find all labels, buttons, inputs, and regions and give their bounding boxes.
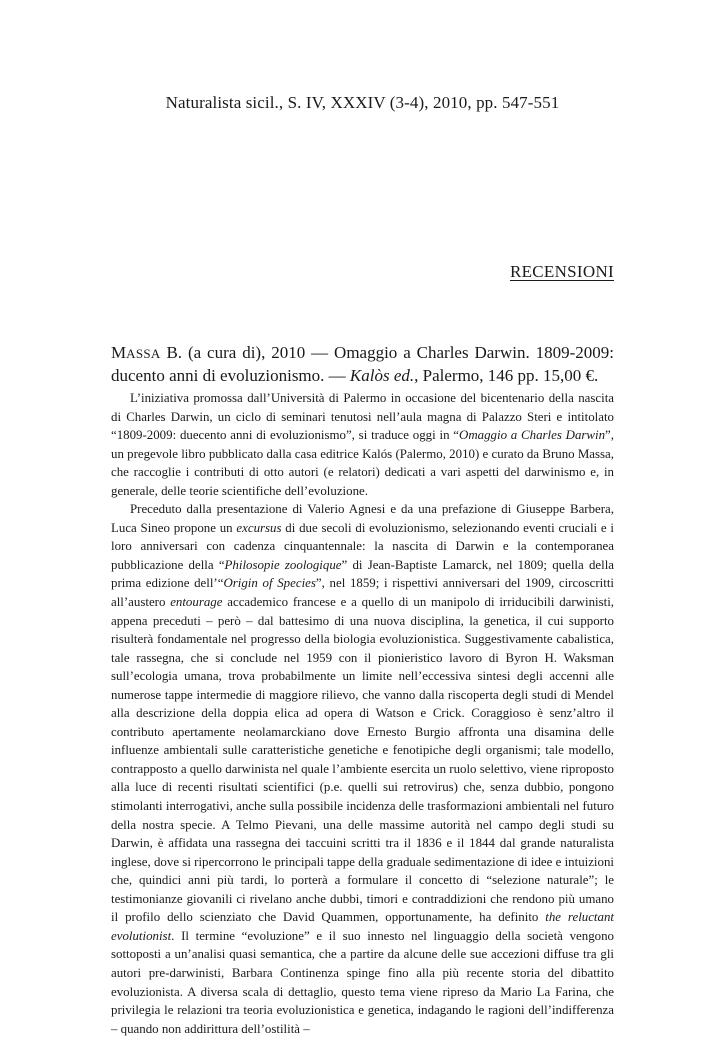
italic-run: Philosopie zoologique [224,557,342,572]
italic-run: excursus [236,520,282,535]
text-run: ”, un pregevole libro pubblicato dalla casa editrice Kalós (Palermo, 2010) e curato da Bruno Massa, che raccoglie i contributi di otto autori (e relatori) dedicati a vari aspetti del darwinismo e, in generale, delle teorie scientifiche dell’evoluzione. [111,428,614,498]
paragraph-1 [111,389,614,500]
journal-reference: Naturalista sicil., S. IV, XXXIV (3-4), 2010, pp. 547-551 [165,93,560,112]
italic-run: the reluctant evolutionist [111,910,614,943]
text-run: accademico francese e a quello di un manipolo di irriducibili darwinisti, appena preceduti – però – dal battesimo di una nuova disciplina, la genetica, il cui supporto risulterà fondamentale nel progresso della biologia evoluzionistica. Suggestivamente cabalistica, tale rassegna, che si conclude nel 1959 con il pionieristico lavoro di Byron H. Waksman sull’ecologia umana, trova probabilmente un limite nell’eccessiva sintesi degli accenni alle numerose tappe intermedie di maggiore rilievo, che vanno dalla riscoperta degli studi di Mendel alla descrizione della doppia elica ad opera di Watson e Crick. Coraggioso è senz’altro il contributo apertamente neolamarckiano dove Ernesto Burgio affronta una disamina delle influenze ambientali sulle caratteristiche genetiche e fenotipiche degli organismi; tale modello, contrapposto a quello darwinista nel quale l’ambiente esercita un ruolo selettivo, viene riproposto alla luce di recenti risultati scientifici (p.e. quelli sui retrovirus) che, senza dubbio, pongono stimolanti interrogativi, anche sulla possibile incidenza delle trasformazioni ambientali nel futuro della nostra specie. A Telmo Pievani, una delle massime autorità nel campo degli studi su Darwin, è affidata una rassegna dei taccuini scritti tra il 1836 e il 1844 dal grande naturalista inglese, dove si ripercorrono le principali tappe della graduale sedimentazione di idee e intuizioni che, quindici anni più tardi, lo porterà a formulare il concetto di “selezione naturale”; le testimonianze giovanili ci rivelano anche dubbi, timori e contraddizioni che rendono più umano il profilo dello scienziato che David Quammen, opportunamente, ha definito [111,595,615,925]
italic-run: entourage [170,595,223,610]
text-run: L’iniziativa promossa dall’Università di Palermo in occasione del bicentenario della nascita di Charles Darwin, un ciclo di seminari tenutosi nell’aula magna di Palazzo Steri e intitolato “1809-2009: duecento anni di evoluzionismo”, si traduce oggi in “ [111,391,614,443]
text-run: . Il termine “evoluzione” e il suo innesto nel linguaggio della società vengono sottoposti a un’analisi quasi semantica, che a partire da alcune delle sue accezioni diffuse tra gli autori pre-darwinisti, Barbara Continenza spinge fino alla più recente storia del dibattito evoluzionista. A diversa scala di dettaglio, questo tema viene ripreso da Mario La Farina, che privilegia le relazioni tra teoria evoluzionistica e genetica, indagando le ragioni dell’indifferenza – quando non addirittura dell’ostilità – [111,928,614,1036]
paragraph-2 [111,500,614,1038]
text-run: ” di Jean-Baptiste Lamarck, nel 1809; quella della prima edizione dell’“ [111,557,615,591]
author-initial: M [111,343,127,362]
text-run: Preceduto dalla presentazione di Valerio Agnesi e da una prefazione di Giuseppe Barbera, Luca Sineo propone un [111,502,614,535]
book-citation [111,342,614,387]
italic-run: Omaggio a Charles Darwin [459,428,606,443]
author-surname-rest: ASSA [126,346,161,361]
text-run: ”, nel 1859; i rispettivi anniversari del 1909, circoscritti all’austero [111,576,614,610]
publisher-name: Kalòs ed. [349,366,415,385]
citation-details: , Palermo, 146 pp. 15,00 €. [414,366,599,385]
text-run: di due secoli di evoluzionismo, selezionando eventi cruciali e i loro anniversari con cadenza cinquantennale: la nascita di Darwin e la contemporanea pubblicazione della “ [111,520,614,572]
citation-text: B. (a cura di), 2010 — Omaggio a Charles Darwin. 1809-2009: ducento anni di evoluzionismo. — [111,343,614,385]
review-body [111,389,614,1038]
section-title: RECENSIONI [509,262,614,281]
italic-run: Origin of Species [223,576,316,591]
